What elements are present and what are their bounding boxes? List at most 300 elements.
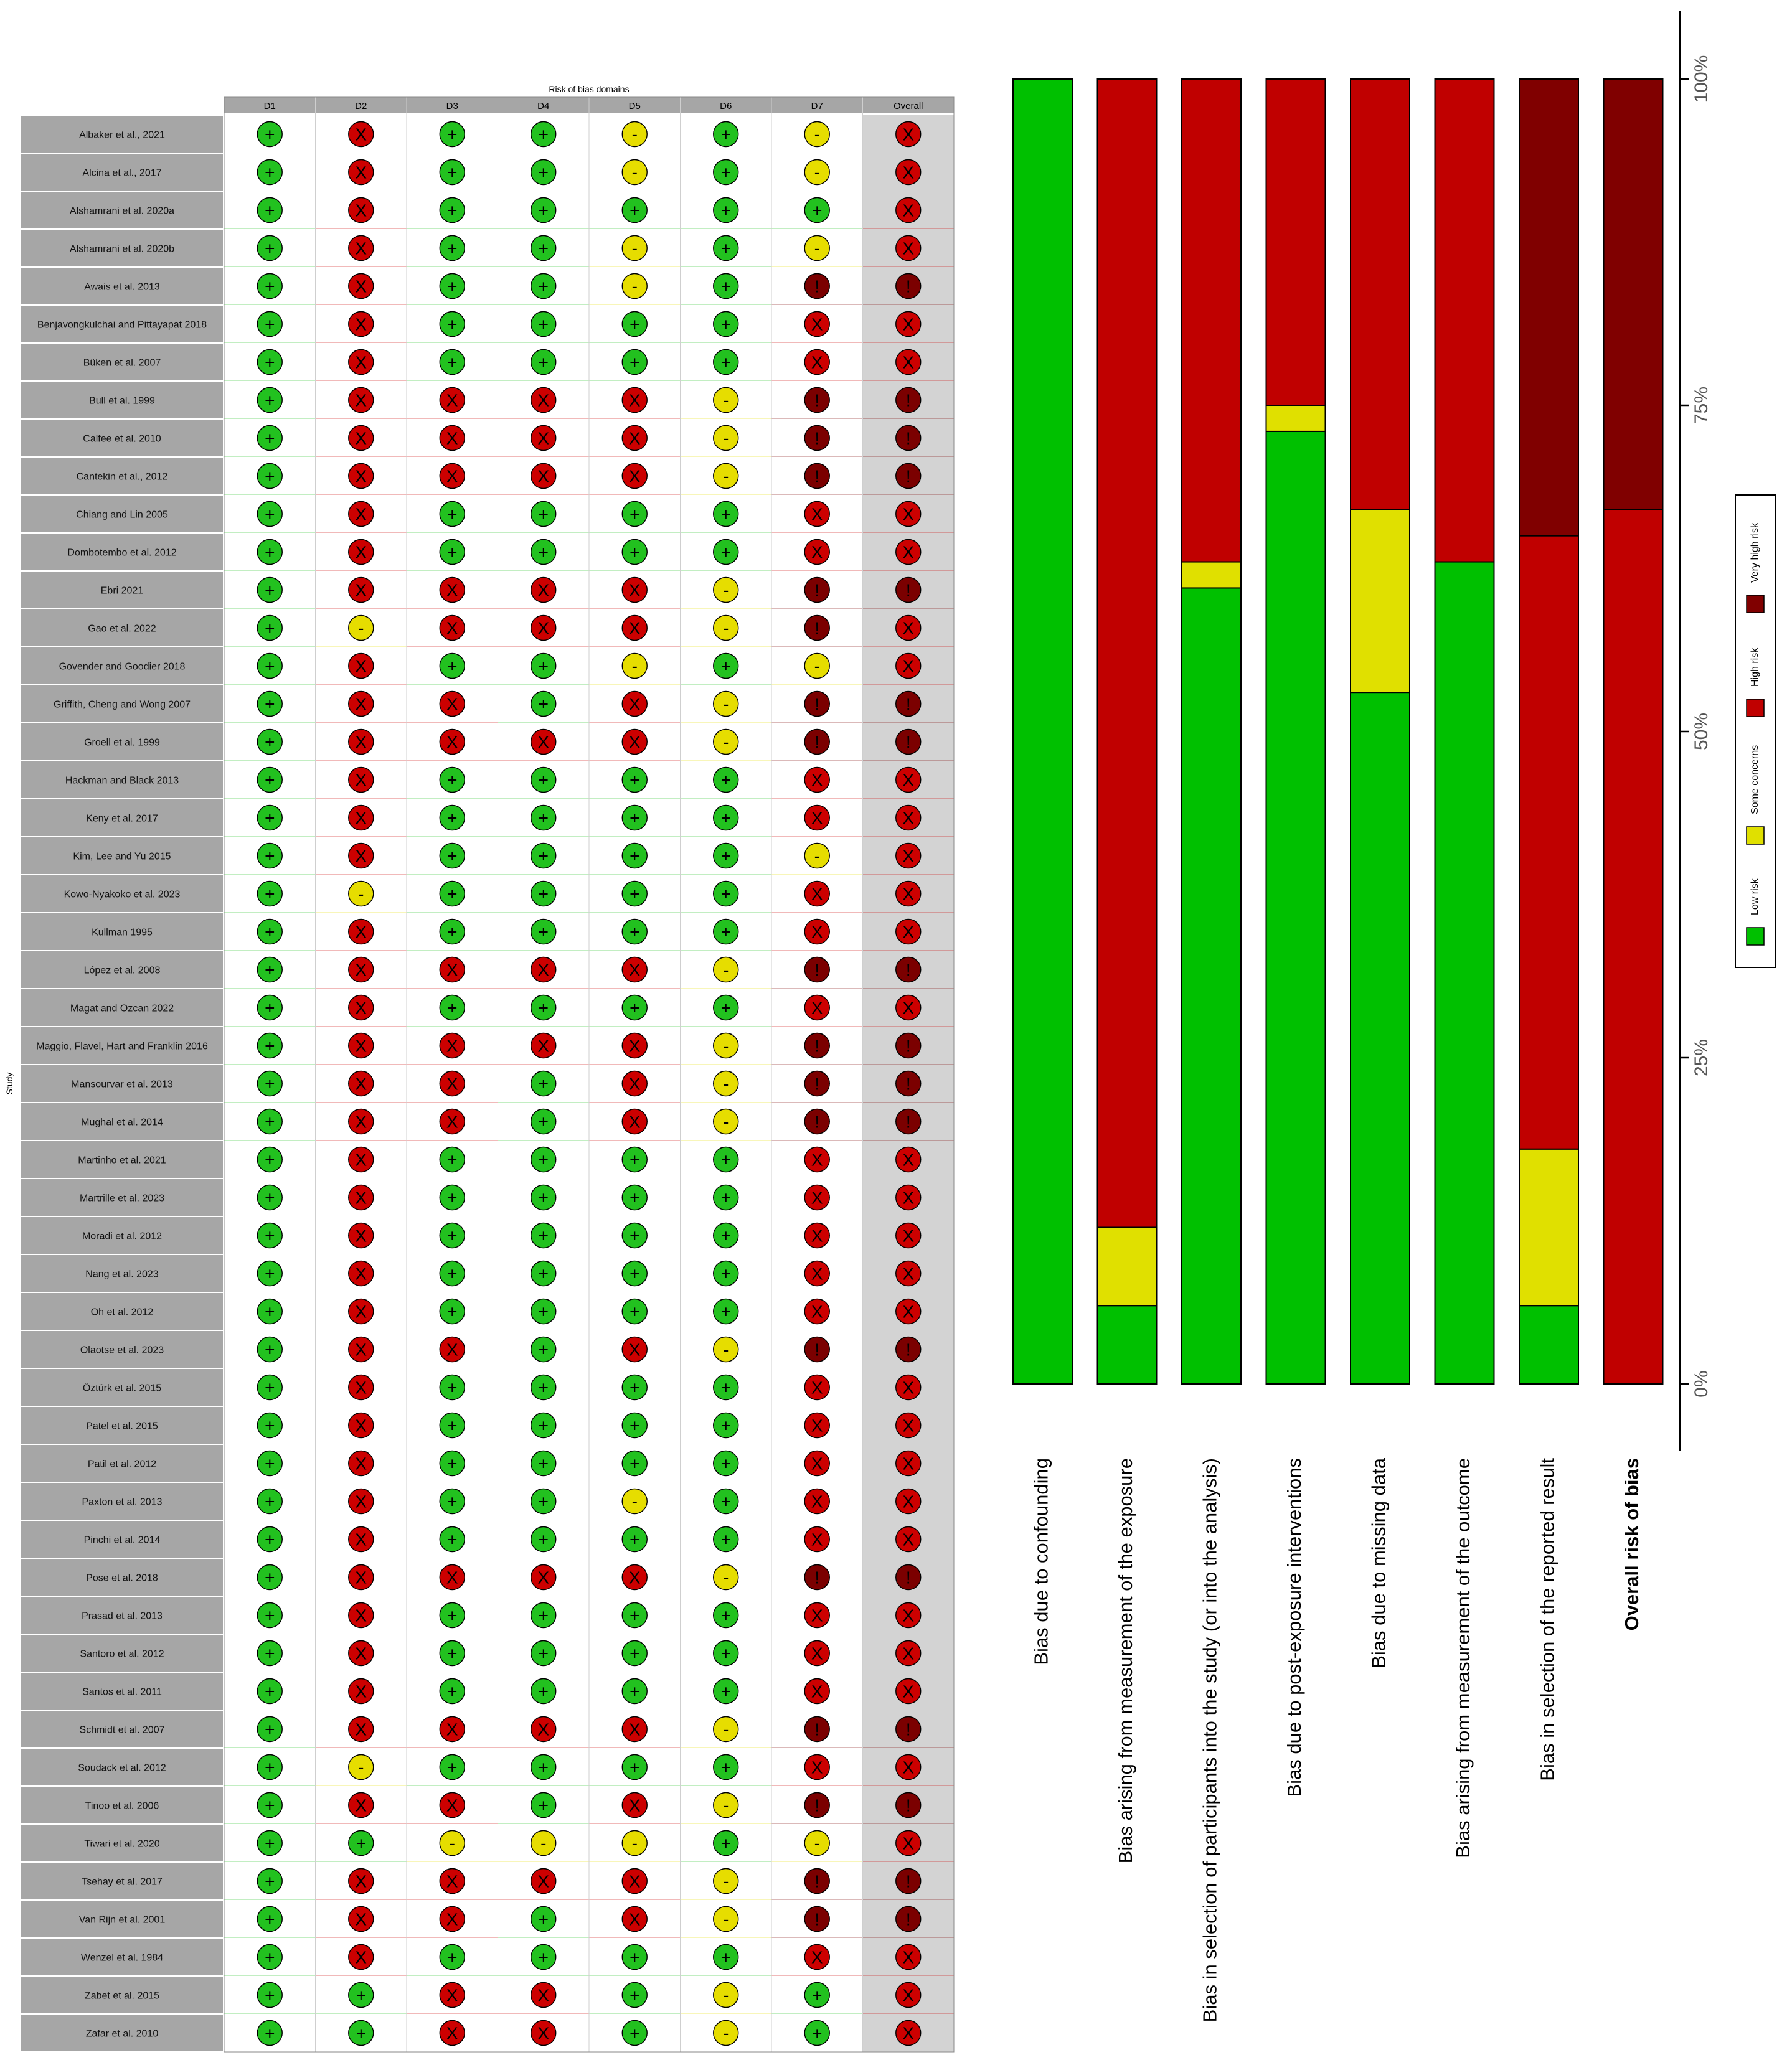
judgement-symbol: X xyxy=(902,1188,915,1208)
judgement-symbol: X xyxy=(902,1150,915,1170)
judgement-symbol: - xyxy=(631,162,638,182)
study-label: Maggio, Flavel, Hart and Franklin 2016 xyxy=(36,1041,208,1052)
percent-tick-label: 0% xyxy=(1691,1370,1712,1398)
judgement-symbol: ! xyxy=(814,618,820,638)
study-label: Öztürk et al. 2015 xyxy=(82,1383,162,1394)
judgement-symbol: ! xyxy=(905,1568,911,1588)
category-label: Bias arising from measurement of the exposure xyxy=(1115,1458,1137,1864)
bar-segment xyxy=(1519,536,1578,1149)
judgement-symbol: X xyxy=(902,1378,915,1398)
judgement-symbol: + xyxy=(265,1644,275,1663)
judgement-symbol: - xyxy=(814,125,820,144)
judgement-symbol: + xyxy=(720,1226,731,1246)
bar-segment xyxy=(1182,588,1241,1384)
judgement-symbol: X xyxy=(446,1112,458,1132)
judgement-symbol: X xyxy=(811,1188,823,1208)
judgement-symbol: X xyxy=(902,922,915,942)
judgement-symbol: ! xyxy=(905,390,911,410)
judgement-symbol: X xyxy=(355,1150,367,1170)
judgement-symbol: + xyxy=(265,1530,275,1550)
category-label: Bias due to post-exposure interventions xyxy=(1283,1458,1306,1797)
study-label: Zabet et al. 2015 xyxy=(84,1990,160,2001)
judgement-symbol: X xyxy=(628,1871,641,1891)
judgement-symbol: X xyxy=(446,1340,458,1360)
legend-label: Very high risk xyxy=(1750,522,1761,583)
judgement-symbol: X xyxy=(355,125,367,144)
study-label: Groell et al. 1999 xyxy=(84,737,160,748)
judgement-symbol: - xyxy=(540,1833,547,1853)
judgement-symbol: + xyxy=(812,1985,823,2005)
judgement-symbol: X xyxy=(628,960,641,980)
judgement-symbol: X xyxy=(811,1757,823,1777)
study-label: Moradi et al. 2012 xyxy=(82,1231,163,1242)
judgement-symbol: + xyxy=(538,1188,549,1208)
judgement-symbol: + xyxy=(538,276,549,296)
judgement-symbol: ! xyxy=(814,1871,820,1891)
judgement-symbol: + xyxy=(720,1757,731,1777)
study-label: Zafar et al. 2010 xyxy=(85,2028,159,2039)
judgement-symbol: - xyxy=(723,1568,729,1588)
judgement-symbol: X xyxy=(355,1947,367,1967)
judgement-symbol: ! xyxy=(814,1909,820,1929)
judgement-symbol: + xyxy=(447,276,458,296)
judgement-symbol: + xyxy=(720,200,731,220)
judgement-symbol: + xyxy=(720,1644,731,1663)
judgement-symbol: X xyxy=(811,922,823,942)
study-label: Alcina et al., 2017 xyxy=(82,167,162,179)
judgement-symbol: X xyxy=(446,1871,458,1891)
judgement-symbol: ! xyxy=(905,1719,911,1739)
study-label: Hackman and Black 2013 xyxy=(65,775,179,786)
judgement-symbol: + xyxy=(720,846,731,866)
judgement-symbol: + xyxy=(538,1226,549,1246)
judgement-symbol: - xyxy=(631,276,638,296)
judgement-symbol: + xyxy=(538,1530,549,1550)
judgement-symbol: X xyxy=(355,1226,367,1246)
study-label: Keny et al. 2017 xyxy=(86,813,158,824)
judgement-symbol: X xyxy=(355,1492,367,1512)
judgement-symbol: X xyxy=(811,1947,823,1967)
judgement-symbol: X xyxy=(628,1074,641,1094)
judgement-symbol: X xyxy=(902,1833,915,1853)
judgement-symbol: + xyxy=(720,1378,731,1398)
judgement-symbol: + xyxy=(720,808,731,828)
judgement-symbol: + xyxy=(720,1682,731,1701)
judgement-symbol: + xyxy=(538,1074,549,1094)
judgement-symbol: + xyxy=(265,1985,275,2005)
judgement-symbol: + xyxy=(447,314,458,334)
judgement-symbol: ! xyxy=(905,1909,911,1929)
table-grid xyxy=(21,97,954,2052)
judgement-symbol: + xyxy=(720,352,731,372)
study-label: Paxton et al. 2013 xyxy=(82,1497,163,1508)
study-label: Pinchi et al. 2014 xyxy=(83,1535,161,1546)
legend-label: High risk xyxy=(1750,647,1761,687)
judgement-symbol: X xyxy=(446,428,458,448)
judgement-symbol: + xyxy=(265,998,275,1018)
judgement-symbol: + xyxy=(447,922,458,942)
judgement-symbol: ! xyxy=(814,1719,820,1739)
study-label: Prasad et al. 2013 xyxy=(82,1611,163,1622)
judgement-symbol: X xyxy=(355,1795,367,1815)
judgement-symbol: + xyxy=(447,162,458,182)
bar-segment xyxy=(1098,1305,1157,1384)
judgement-symbol: X xyxy=(355,314,367,334)
judgement-symbol: + xyxy=(265,1340,275,1360)
study-label: Santos et al. 2011 xyxy=(82,1686,162,1698)
judgement-symbol: + xyxy=(720,1606,731,1625)
judgement-symbol: + xyxy=(720,238,731,258)
judgement-symbol: X xyxy=(902,1226,915,1246)
judgement-symbol: + xyxy=(538,200,549,220)
judgement-symbol: X xyxy=(355,1454,367,1474)
judgement-symbol: + xyxy=(538,1454,549,1474)
judgement-symbol: X xyxy=(902,656,915,676)
study-label: Alshamrani et al. 2020a xyxy=(69,205,175,217)
judgement-symbol: X xyxy=(355,542,367,562)
judgement-symbol: + xyxy=(538,808,549,828)
judgement-symbol: ! xyxy=(814,276,820,296)
judgement-symbol: ! xyxy=(814,1036,820,1056)
judgement-symbol: X xyxy=(902,618,915,638)
judgement-symbol: X xyxy=(446,2023,458,2043)
study-label: López et al. 2008 xyxy=(83,965,161,976)
judgement-symbol: X xyxy=(811,1416,823,1436)
judgement-symbol: + xyxy=(265,1568,275,1588)
judgement-symbol: + xyxy=(538,1264,549,1284)
judgement-symbol: X xyxy=(355,1568,367,1588)
column-header-label: D2 xyxy=(355,101,367,111)
judgement-symbol: + xyxy=(265,1947,275,1967)
study-label: Ebri 2021 xyxy=(100,585,144,596)
judgement-symbol: X xyxy=(355,1909,367,1929)
study-label: Wenzel et al. 1984 xyxy=(80,1952,164,1964)
study-label: Nang et al. 2023 xyxy=(85,1269,159,1280)
judgement-symbol: + xyxy=(265,2023,275,2043)
judgement-symbol: ! xyxy=(814,1112,820,1132)
judgement-symbol: X xyxy=(628,1909,641,1929)
judgement-symbol: + xyxy=(265,1302,275,1322)
judgement-symbol: X xyxy=(811,1492,823,1512)
judgement-symbol: X xyxy=(355,580,367,600)
judgement-symbol: X xyxy=(811,1682,823,1701)
judgement-symbol: - xyxy=(723,390,729,410)
judgement-symbol: X xyxy=(811,1606,823,1625)
judgement-symbol: X xyxy=(355,238,367,258)
judgement-symbol: + xyxy=(265,770,275,790)
percent-axis xyxy=(1680,11,1712,1451)
judgement-symbol: X xyxy=(355,1302,367,1322)
judgement-symbol: + xyxy=(447,1302,458,1322)
judgement-symbol: X xyxy=(355,162,367,182)
judgement-symbol: + xyxy=(538,1757,549,1777)
study-label: Santoro et al. 2012 xyxy=(80,1649,164,1660)
judgement-symbol: + xyxy=(447,125,458,144)
judgement-symbol: X xyxy=(902,125,915,144)
judgement-symbol: + xyxy=(538,656,549,676)
judgement-symbol: + xyxy=(720,1416,731,1436)
judgement-symbol: + xyxy=(720,314,731,334)
judgement-symbol: X xyxy=(537,390,550,410)
judgement-symbol: + xyxy=(720,276,731,296)
judgement-symbol: - xyxy=(723,1719,729,1739)
judgement-symbol: + xyxy=(538,1302,549,1322)
study-label: Patel et al. 2015 xyxy=(86,1421,158,1432)
judgement-symbol: - xyxy=(723,466,729,486)
judgement-symbol: + xyxy=(265,1757,275,1777)
judgement-symbol: X xyxy=(811,770,823,790)
legend-swatch xyxy=(1747,827,1764,844)
judgement-symbol: X xyxy=(537,618,550,638)
percent-tick-label: 50% xyxy=(1691,712,1712,751)
study-label: Kowo-Nyakoko et al. 2023 xyxy=(64,889,181,900)
judgement-symbol: + xyxy=(447,1530,458,1550)
judgement-symbol: + xyxy=(720,922,731,942)
judgement-symbol: X xyxy=(902,998,915,1018)
study-label: Bull et al. 1999 xyxy=(89,395,155,407)
judgement-symbol: + xyxy=(447,200,458,220)
judgement-symbol: X xyxy=(902,846,915,866)
judgement-symbol: + xyxy=(265,1871,275,1891)
judgement-symbol: ! xyxy=(814,732,820,752)
judgement-symbol: + xyxy=(630,1226,640,1246)
judgement-symbol: X xyxy=(811,504,823,524)
study-label: Kullman 1995 xyxy=(92,927,153,938)
judgement-symbol: + xyxy=(265,694,275,714)
judgement-symbol: + xyxy=(630,808,640,828)
judgement-symbol: - xyxy=(814,656,820,676)
judgement-symbol: ! xyxy=(905,1112,911,1132)
category-label: Bias due to confounding xyxy=(1030,1458,1052,1665)
judgement-symbol: + xyxy=(265,276,275,296)
bar-segment xyxy=(1519,1149,1578,1306)
judgement-symbol: + xyxy=(356,1985,366,2005)
judgement-symbol: X xyxy=(902,1454,915,1474)
judgement-symbol: X xyxy=(355,466,367,486)
judgement-symbol: + xyxy=(447,1264,458,1284)
judgement-symbol: X xyxy=(628,618,641,638)
judgement-symbol: - xyxy=(631,238,638,258)
judgement-symbol: + xyxy=(630,1947,640,1967)
judgement-symbol: X xyxy=(446,694,458,714)
judgement-symbol: + xyxy=(265,352,275,372)
judgement-symbol: X xyxy=(902,1644,915,1663)
judgement-symbol: ! xyxy=(814,466,820,486)
judgement-symbol: + xyxy=(265,1416,275,1436)
judgement-symbol: X xyxy=(902,200,915,220)
judgement-symbol: X xyxy=(355,1036,367,1056)
judgement-symbol: ! xyxy=(905,466,911,486)
judgement-symbol: + xyxy=(720,1947,731,1967)
judgement-symbol: X xyxy=(902,162,915,182)
judgement-symbol: X xyxy=(537,1985,550,2005)
category-labels xyxy=(1030,1457,1643,2022)
study-label: Kim, Lee and Yu 2015 xyxy=(73,851,171,862)
traffic-light-plot xyxy=(4,84,954,2052)
judgement-symbol: + xyxy=(447,1150,458,1170)
judgement-symbol: + xyxy=(720,770,731,790)
judgement-symbol: - xyxy=(631,1492,638,1512)
judgement-symbol: + xyxy=(538,1492,549,1512)
judgement-symbol: - xyxy=(814,1833,820,1853)
judgement-symbol: X xyxy=(537,960,550,980)
judgement-symbol: + xyxy=(630,770,640,790)
judgement-symbol: + xyxy=(447,1644,458,1663)
judgement-symbol: + xyxy=(447,1757,458,1777)
judgement-symbol: X xyxy=(446,466,458,486)
judgement-symbol: X xyxy=(355,694,367,714)
judgement-symbol: - xyxy=(723,580,729,600)
judgement-symbol: + xyxy=(630,504,640,524)
judgement-symbol: + xyxy=(630,846,640,866)
judgement-symbol: + xyxy=(265,428,275,448)
judgement-symbol: X xyxy=(355,200,367,220)
judgement-symbol: + xyxy=(630,1985,640,2005)
judgement-symbol: - xyxy=(449,1833,455,1853)
judgement-symbol: X xyxy=(355,1378,367,1398)
judgement-symbol: + xyxy=(720,504,731,524)
judgement-symbol: + xyxy=(447,542,458,562)
category-label: Bias in selection of participants into the study (or into the analysis) xyxy=(1199,1458,1221,2023)
percent-tick-label: 25% xyxy=(1691,1038,1712,1077)
judgement-symbol: + xyxy=(265,1909,275,1929)
judgement-symbol: ! xyxy=(905,1340,911,1360)
judgement-symbol: + xyxy=(538,1340,549,1360)
study-label: Oh et al. 2012 xyxy=(90,1307,154,1318)
judgement-symbol: ! xyxy=(905,694,911,714)
judgement-symbol: ! xyxy=(905,276,911,296)
judgement-symbol: ! xyxy=(905,428,911,448)
category-label: Bias due to missing data xyxy=(1367,1458,1390,1668)
judgement-symbol: + xyxy=(538,922,549,942)
judgement-symbol: + xyxy=(720,125,731,144)
legend-label: Low risk xyxy=(1750,878,1761,915)
judgement-symbol: ! xyxy=(905,1871,911,1891)
judgement-symbol: + xyxy=(538,1378,549,1398)
judgement-symbol: + xyxy=(630,1264,640,1284)
judgement-symbol: ! xyxy=(814,1568,820,1588)
judgement-symbol: + xyxy=(265,1226,275,1246)
judgement-symbol: X xyxy=(537,428,550,448)
study-label: Alshamrani et al. 2020b xyxy=(69,243,175,255)
judgement-symbol: X xyxy=(446,1719,458,1739)
judgement-symbol: X xyxy=(628,732,641,752)
judgement-symbol: X xyxy=(902,314,915,334)
bar-segment xyxy=(1098,79,1157,1227)
judgement-symbol: + xyxy=(265,162,275,182)
judgement-symbol: + xyxy=(447,1226,458,1246)
study-label: Govender and Goodier 2018 xyxy=(59,661,186,672)
judgement-symbol: + xyxy=(538,1112,549,1132)
bar-segment xyxy=(1604,510,1663,1384)
judgement-symbol: + xyxy=(265,1074,275,1094)
judgement-symbol: X xyxy=(355,1340,367,1360)
judgement-symbol: X xyxy=(811,1530,823,1550)
judgement-symbol: + xyxy=(538,1795,549,1815)
judgement-symbol: X xyxy=(446,732,458,752)
judgement-symbol: X xyxy=(902,808,915,828)
judgement-symbol: + xyxy=(265,1492,275,1512)
column-header-label: D6 xyxy=(720,101,732,111)
judgement-symbol: + xyxy=(538,1150,549,1170)
judgement-symbol: X xyxy=(446,390,458,410)
judgement-symbol: + xyxy=(538,770,549,790)
judgement-symbol: + xyxy=(720,1302,731,1322)
judgement-symbol: X xyxy=(355,1416,367,1436)
study-label: Gao et al. 2022 xyxy=(88,623,156,634)
judgement-symbol: X xyxy=(902,1606,915,1625)
judgement-symbol: X xyxy=(628,580,641,600)
judgement-symbol: + xyxy=(630,1644,640,1663)
judgement-symbol: X xyxy=(446,580,458,600)
judgement-symbol: X xyxy=(902,884,915,904)
judgement-symbol: + xyxy=(447,884,458,904)
study-label: Mansourvar et al. 2013 xyxy=(71,1079,173,1090)
judgement-symbol: + xyxy=(538,1416,549,1436)
judgement-symbol: X xyxy=(355,732,367,752)
judgement-symbol: ! xyxy=(905,1036,911,1056)
bar-segment xyxy=(1519,79,1578,536)
judgement-symbol: + xyxy=(538,1947,549,1967)
judgement-symbol: + xyxy=(538,162,549,182)
judgement-symbol: X xyxy=(537,1568,550,1588)
judgement-symbol: + xyxy=(538,884,549,904)
judgement-symbol: X xyxy=(537,1871,550,1891)
judgement-symbol: + xyxy=(265,466,275,486)
judgement-symbol: + xyxy=(265,1682,275,1701)
judgement-symbol: X xyxy=(355,428,367,448)
judgement-symbol: ! xyxy=(814,1340,820,1360)
judgement-symbol: X xyxy=(355,1871,367,1891)
judgement-symbol: + xyxy=(265,1833,275,1853)
judgement-symbol: X xyxy=(537,2023,550,2043)
judgement-symbol: - xyxy=(723,428,729,448)
study-label: Mughal et al. 2014 xyxy=(81,1117,163,1128)
judgement-symbol: + xyxy=(265,1454,275,1474)
judgement-symbol: X xyxy=(355,656,367,676)
judgement-symbol: X xyxy=(355,922,367,942)
bar-segment xyxy=(1266,405,1326,431)
judgement-symbol: + xyxy=(630,998,640,1018)
judgement-symbol: X xyxy=(811,314,823,334)
judgement-symbol: + xyxy=(265,542,275,562)
study-label: Tinoo et al. 2006 xyxy=(85,1800,159,1812)
bar-segment xyxy=(1098,1227,1157,1305)
judgement-symbol: + xyxy=(447,1416,458,1436)
judgement-symbol: + xyxy=(538,238,549,258)
judgement-symbol: + xyxy=(720,1454,731,1474)
study-label: Van Rijn et al. 2001 xyxy=(78,1914,166,1926)
study-label: Griffith, Cheng and Wong 2007 xyxy=(54,699,191,710)
judgement-symbol: X xyxy=(537,580,550,600)
bar-segment xyxy=(1351,510,1410,692)
judgement-symbol: X xyxy=(811,352,823,372)
category-label: Bias in selection of the reported result xyxy=(1536,1458,1559,1781)
judgement-symbol: X xyxy=(628,1112,641,1132)
judgement-symbol: X xyxy=(355,1719,367,1739)
judgement-symbol: X xyxy=(537,1036,550,1056)
judgement-symbol: + xyxy=(812,2023,823,2043)
judgement-symbol: X xyxy=(355,1644,367,1663)
percent-tick-label: 100% xyxy=(1691,55,1712,103)
study-label: Calfee et al. 2010 xyxy=(83,433,161,445)
summary-bar-plot xyxy=(1013,11,1775,2022)
judgement-symbol: ! xyxy=(814,580,820,600)
judgement-symbol: X xyxy=(811,1378,823,1398)
study-label: Chiang and Lin 2005 xyxy=(76,509,168,520)
judgement-symbol: X xyxy=(628,1795,641,1815)
judgement-symbol: X xyxy=(446,1036,458,1056)
